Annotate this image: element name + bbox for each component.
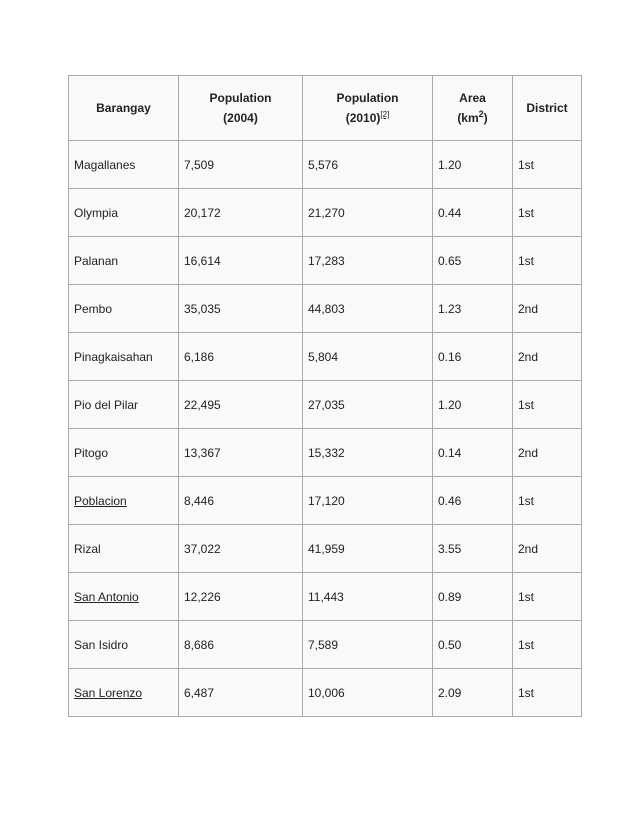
cell-district: 1st [513,621,582,669]
cell-barangay: Pinagkaisahan [69,333,179,381]
cell-population-2004: 37,022 [179,525,303,573]
cell-population-2010: 5,804 [303,333,433,381]
table-row [69,429,582,477]
cell-barangay: Pembo [69,285,179,333]
cell-population-2010: 5,576 [303,141,433,189]
cell-population-2010: 15,332 [303,429,433,477]
table-row [69,477,582,525]
cell-area: 0.89 [433,573,513,621]
cell-district: 1st [513,669,582,717]
cell-district: 1st [513,189,582,237]
barangay-link[interactable]: Poblacion [74,493,127,508]
cell-population-2010: 17,120 [303,477,433,525]
cell-area: 2.09 [433,669,513,717]
table-header-row [69,76,582,141]
cell-population-2004: 22,495 [179,381,303,429]
barangay-link[interactable]: San Lorenzo [74,685,143,700]
header-population-2010-line2: (2010) [345,111,381,125]
header-barangay [69,76,179,141]
header-area-unit-suffix: ) [483,111,488,125]
header-population-2004 [179,76,303,141]
cell-barangay [69,477,179,525]
cell-population-2004: 16,614 [179,237,303,285]
cell-population-2004: 35,035 [179,285,303,333]
table-row [69,237,582,285]
cell-population-2010: 11,443 [303,573,433,621]
cell-district: 1st [513,573,582,621]
table-row [69,333,582,381]
header-district-label: District [526,101,568,115]
cell-population-2010: 44,803 [303,285,433,333]
cell-population-2004: 8,446 [179,477,303,525]
cell-barangay [69,669,179,717]
header-area [433,76,513,141]
cell-barangay: Magallanes [69,141,179,189]
cell-population-2010: 27,035 [303,381,433,429]
cell-barangay: Palanan [69,237,179,285]
cell-population-2010: 21,270 [303,189,433,237]
table-row [69,621,582,669]
cell-district: 2nd [513,285,582,333]
cell-area: 1.20 [433,381,513,429]
cell-area: 0.50 [433,621,513,669]
cell-population-2004: 13,367 [179,429,303,477]
cell-population-2004: 6,186 [179,333,303,381]
cell-district: 1st [513,381,582,429]
cell-district: 1st [513,237,582,285]
barangay-table [68,75,582,717]
header-population-2010-line1: Population [336,91,399,105]
cell-barangay: Pio del Pilar [69,381,179,429]
barangay-link[interactable]: San Antonio [74,589,139,604]
header-population-2010 [303,76,433,141]
cell-area: 1.23 [433,285,513,333]
header-district [513,76,582,141]
table-row [69,573,582,621]
cell-population-2004: 8,686 [179,621,303,669]
cell-area: 3.55 [433,525,513,573]
cell-area: 1.20 [433,141,513,189]
cell-population-2004: 7,509 [179,141,303,189]
cell-district: 2nd [513,429,582,477]
cell-area: 0.14 [433,429,513,477]
table-row [69,285,582,333]
header-area-line1: Area [459,91,486,105]
cell-barangay: Olympia [69,189,179,237]
header-area-unit-prefix: (km [457,111,479,125]
cell-barangay: Pitogo [69,429,179,477]
header-population-2004-line1: Population [209,91,272,105]
cell-area: 0.16 [433,333,513,381]
cell-population-2004: 6,487 [179,669,303,717]
table-row [69,189,582,237]
cell-population-2004: 12,226 [179,573,303,621]
cell-area: 0.65 [433,237,513,285]
table-row [69,381,582,429]
cell-population-2010: 7,589 [303,621,433,669]
table-row [69,525,582,573]
reference-link-2[interactable]: [2] [380,110,390,119]
cell-district: 1st [513,141,582,189]
table-row [69,669,582,717]
cell-area: 0.46 [433,477,513,525]
header-barangay-label: Barangay [96,101,151,115]
cell-barangay: Rizal [69,525,179,573]
cell-district: 2nd [513,333,582,381]
cell-barangay: San Isidro [69,621,179,669]
table-body [69,141,582,717]
cell-district: 2nd [513,525,582,573]
header-area-unit-superscript: 2 [478,109,484,119]
cell-population-2010: 17,283 [303,237,433,285]
cell-population-2004: 20,172 [179,189,303,237]
cell-population-2010: 41,959 [303,525,433,573]
cell-barangay [69,573,179,621]
cell-area: 0.44 [433,189,513,237]
table-row [69,141,582,189]
cell-population-2010: 10,006 [303,669,433,717]
cell-district: 1st [513,477,582,525]
barangay-table-container [68,75,581,717]
header-population-2004-line2: (2004) [223,111,258,125]
